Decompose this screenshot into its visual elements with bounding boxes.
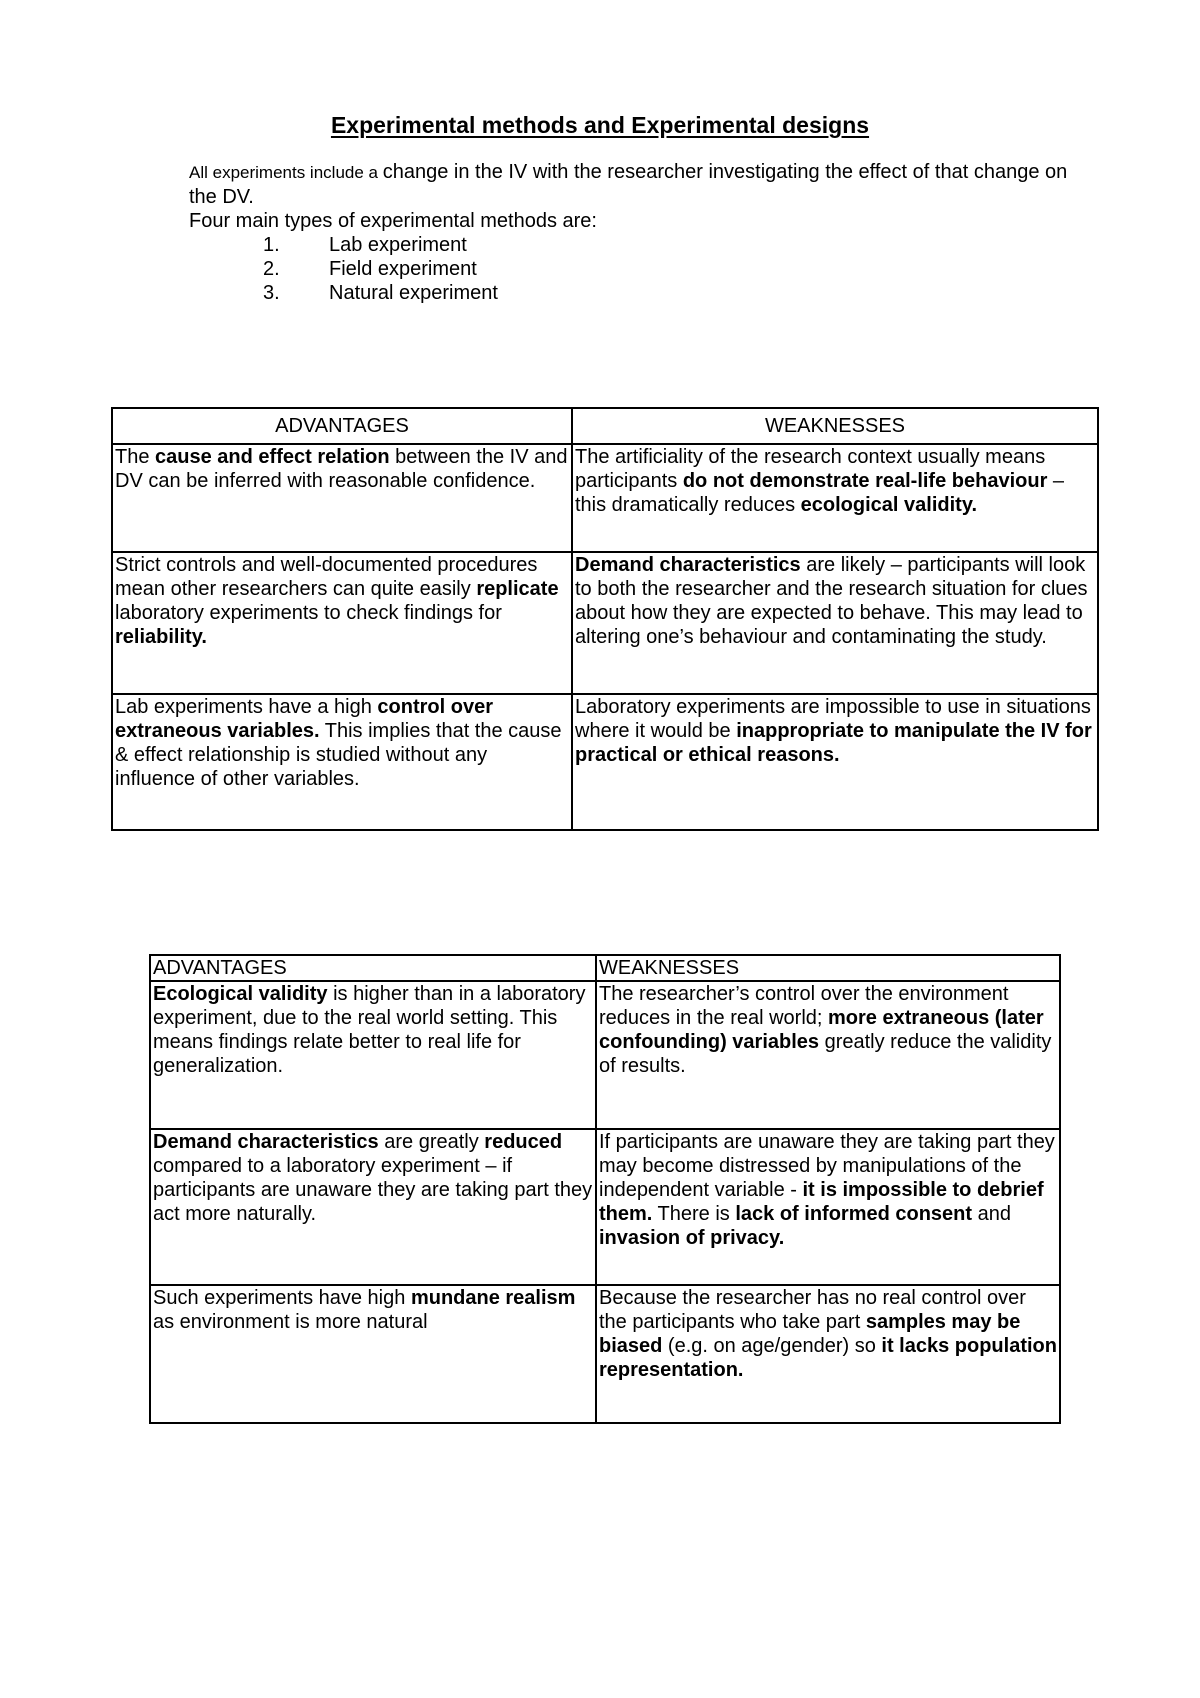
- bold-text: samples may be biased: [599, 1311, 1021, 1357]
- cell-text: and: [972, 1203, 1011, 1225]
- weakness-cell: [572, 694, 1098, 830]
- bold-text: do not demonstrate real-life behaviour: [682, 470, 1048, 492]
- intro-paragraph: [189, 160, 1069, 209]
- advantages-header: ADVANTAGES: [150, 955, 596, 981]
- methods-list: [189, 233, 1069, 305]
- list-text: Lab experiment: [329, 234, 467, 256]
- cell-text: Lab experiments have a high: [115, 696, 378, 718]
- bold-text: cause and effect relation: [155, 446, 390, 468]
- table-row: [112, 444, 1098, 552]
- table-header-row: [112, 408, 1098, 444]
- table-row: [150, 1285, 1060, 1423]
- advantage-cell: [112, 444, 572, 552]
- cell-text: are greatly: [378, 1131, 485, 1153]
- bold-text: it is impossible to debrief them.: [599, 1179, 1044, 1225]
- bold-text: reduced: [484, 1131, 563, 1153]
- cell-text: laboratory experiments to check findings for: [115, 602, 502, 624]
- list-number: 2.: [263, 258, 280, 280]
- cell-text: compared to a laboratory experiment – if participants are unaware they are taking part they act more naturally.: [153, 1155, 593, 1225]
- cell-text: between the IV and DV can be inferred with reasonable confidence.: [115, 446, 568, 492]
- bold-text: Demand characteristics: [575, 554, 801, 576]
- advantage-cell: [112, 552, 572, 694]
- list-text: Natural experiment: [329, 282, 498, 304]
- bold-text: reliability.: [115, 626, 207, 648]
- advantage-cell: [150, 981, 596, 1129]
- cell-text: Because the researcher has no real control over the participants who take part: [599, 1287, 1026, 1333]
- advantage-cell: [150, 1285, 596, 1423]
- cell-text: (e.g. on age/gender) so: [662, 1335, 882, 1357]
- cell-text: The artificiality of the research context usually means participants: [575, 446, 1046, 492]
- bold-text: control over extraneous variables.: [115, 696, 493, 742]
- bold-text: Demand characteristics: [153, 1131, 379, 1153]
- weakness-cell: [572, 552, 1098, 694]
- intro-body-text: change in the IV with the researcher investigating the effect of that change on the DV.: [189, 161, 1068, 208]
- cell-text: as environment is more natural: [153, 1311, 428, 1333]
- table-row: [150, 981, 1060, 1129]
- bold-text: Ecological validity: [153, 983, 328, 1005]
- cell-text: Strict controls and well-documented procedures mean other researchers can quite easily: [115, 554, 538, 600]
- table-header-row: [150, 955, 1060, 981]
- table-row: [112, 552, 1098, 694]
- intro-section: [189, 160, 1069, 305]
- lab-experiment-table: [111, 407, 1099, 831]
- cell-text: Laboratory experiments are impossible to use in situations where it would be: [575, 696, 1091, 742]
- weaknesses-header: WEAKNESSES: [596, 955, 1060, 981]
- bold-text: ecological validity.: [800, 494, 978, 516]
- cell-text: – this dramatically reduces: [575, 470, 1065, 516]
- list-text: Field experiment: [329, 258, 477, 280]
- intro-list-heading: Four main types of experimental methods are:: [189, 210, 597, 232]
- cell-text: are likely – participants will look to both the researcher and the research situation for clues about how they are expected to behave. This may lead to altering one’s behaviour and contaminating the study.: [575, 554, 1088, 648]
- bold-text: mundane realism: [410, 1287, 576, 1309]
- list-item: [189, 281, 1069, 305]
- weakness-cell: [596, 981, 1060, 1129]
- cell-text: There is: [652, 1203, 736, 1225]
- bold-text: more extraneous (later confounding) variables: [599, 1007, 1044, 1053]
- bold-text: inappropriate to manipulate the IV for practical or ethical reasons.: [575, 720, 1092, 766]
- bold-text: invasion of privacy.: [599, 1227, 785, 1249]
- advantage-cell: [112, 694, 572, 830]
- weakness-cell: [572, 444, 1098, 552]
- intro-lead-text: All experiments include a: [189, 163, 383, 182]
- list-item: [189, 233, 1069, 257]
- bold-text: lack of informed consent: [735, 1203, 973, 1225]
- page-title: Experimental methods and Experimental designs: [330, 112, 870, 138]
- cell-text: greatly reduce the validity of results.: [599, 1031, 1052, 1077]
- bold-text: it lacks population representation.: [599, 1335, 1057, 1381]
- table-row: [150, 1129, 1060, 1285]
- weaknesses-header: WEAKNESSES: [572, 408, 1098, 444]
- advantage-cell: [150, 1129, 596, 1285]
- table-row: [112, 694, 1098, 830]
- list-item: [189, 257, 1069, 281]
- cell-text: If participants are unaware they are taking part they may become distressed by manipulations of the independent variable -: [599, 1131, 1055, 1201]
- cell-text: is higher than in a laboratory experiment, due to the real world setting. This means findings relate better to real life for generalization.: [153, 983, 586, 1077]
- list-number: 3.: [263, 282, 280, 304]
- advantages-header: ADVANTAGES: [112, 408, 572, 444]
- cell-text: Such experiments have high: [153, 1287, 411, 1309]
- cell-text: The researcher’s control over the environment reduces in the real world;: [599, 983, 1009, 1029]
- cell-text: This implies that the cause & effect relationship is studied without any influence of other variables.: [115, 720, 562, 790]
- weakness-cell: [596, 1285, 1060, 1423]
- weakness-cell: [596, 1129, 1060, 1285]
- list-number: 1.: [263, 234, 280, 256]
- cell-text: The: [115, 446, 156, 468]
- bold-text: replicate: [476, 578, 559, 600]
- field-experiment-table: [149, 954, 1061, 1424]
